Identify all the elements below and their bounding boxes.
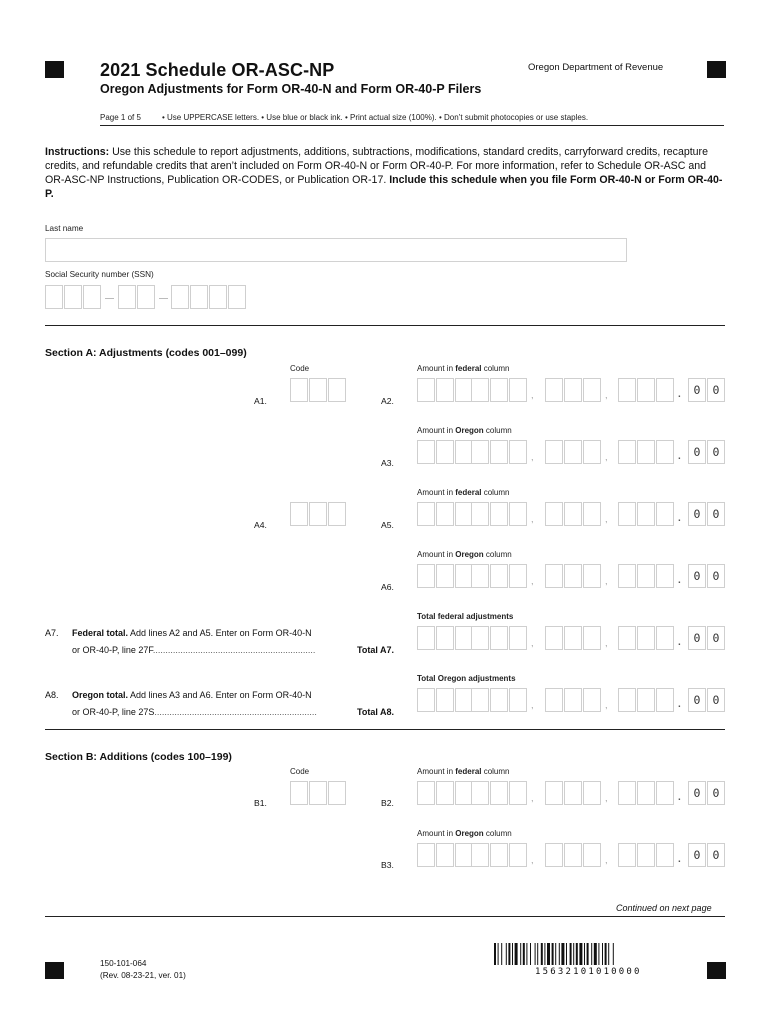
form-title: 2021 Schedule OR-ASC-NP (100, 60, 335, 80)
line-label-b2: B2. (381, 798, 394, 808)
amount-digit-box[interactable] (471, 688, 489, 712)
amount-digit-box[interactable] (583, 440, 601, 464)
amount-digit-box[interactable] (545, 688, 563, 712)
amount-digit-box[interactable] (583, 781, 601, 805)
amount-digit-box[interactable] (545, 843, 563, 867)
amount-digit-box[interactable] (545, 564, 563, 588)
amount-digit-box[interactable] (545, 781, 563, 805)
instructions-lead: Instructions: (45, 146, 110, 158)
cents-digit-box: 0 (688, 440, 706, 464)
instructions-body: Use this schedule to report adjustments, additions, subtractions, modifications, standard credits, carryforward credits, recapture credits, and refundable credits that aren’t included on Form OR-40-N or Form OR-40-P. For more information, refer to Schedule OR-ASC and OR-ASC-NP Instructions, Publication OR-CODES, or Publication OR-17. (45, 146, 708, 186)
ssn-digit-box[interactable] (209, 285, 227, 309)
ssn-label: Social Security number (SSN) (45, 270, 154, 279)
amount-digit-box[interactable] (417, 564, 435, 588)
a8-description: Oregon total. Add lines A3 and A6. Enter on Form OR-40-N or OR-40-P, line 27S................................................................. (72, 690, 317, 717)
amount-digit-box[interactable] (618, 378, 636, 402)
code-digit-box[interactable] (290, 502, 308, 526)
thousands-separator: , (605, 390, 608, 400)
total-federal-label: Total federal adjustments (417, 612, 514, 621)
code-digit-box[interactable] (309, 502, 327, 526)
amount-digit-box[interactable] (436, 502, 454, 526)
amount-digit-box[interactable] (509, 781, 527, 805)
code-column-label: Code (290, 767, 310, 776)
federal-column-label: Amount in federal column (417, 364, 510, 373)
a7-total-label: Total A7. (355, 642, 394, 659)
amount-digit-box[interactable] (564, 688, 582, 712)
amount-digit-box[interactable] (545, 378, 563, 402)
amount-digit-box[interactable] (564, 440, 582, 464)
ssn-digit-box[interactable] (45, 285, 63, 309)
amount-digit-box[interactable] (656, 843, 674, 867)
ssn-separator (105, 298, 114, 299)
amount-digit-box[interactable] (490, 626, 508, 650)
amount-digit-box[interactable] (618, 440, 636, 464)
amount-digit-box[interactable] (436, 626, 454, 650)
amount-digit-box[interactable] (618, 564, 636, 588)
cents-digit-box: 0 (707, 440, 725, 464)
amount-digit-box[interactable] (637, 688, 655, 712)
amount-digit-box[interactable] (417, 626, 435, 650)
amount-digit-box[interactable] (564, 564, 582, 588)
footer-rule (45, 916, 725, 917)
last-name-label: Last name (45, 224, 84, 233)
amount-digit-box[interactable] (471, 626, 489, 650)
cents-digit-box: 0 (688, 564, 706, 588)
amount-digit-box[interactable] (545, 502, 563, 526)
cents-digit-box: 0 (688, 781, 706, 805)
page-number: Page 1 of 5 (100, 113, 141, 122)
thousands-separator: , (605, 452, 608, 462)
line-label-b3: B3. (381, 860, 394, 870)
thousands-separator: , (605, 855, 608, 865)
amount-digit-box[interactable] (656, 502, 674, 526)
amount-digit-box[interactable] (436, 440, 454, 464)
amount-digit-box[interactable] (545, 440, 563, 464)
form-number: 150-101-064 (100, 959, 147, 968)
decimal-point: . (678, 699, 681, 710)
amount-digit-box[interactable] (509, 440, 527, 464)
a8-total-label: Total A8. (355, 704, 394, 721)
amount-digit-box[interactable] (656, 564, 674, 588)
registration-mark-bottom-left (45, 962, 64, 979)
section-b-heading: Section B: Additions (codes 100–199) (45, 751, 232, 763)
decimal-point: . (678, 513, 681, 524)
ssn-digit-box[interactable] (171, 285, 189, 309)
line-label-a7: A7. (45, 628, 59, 638)
form-revision: (Rev. 08-23-21, ver. 01) (100, 971, 186, 980)
amount-digit-box[interactable] (545, 626, 563, 650)
ssn-digit-box[interactable] (64, 285, 82, 309)
amount-digit-box[interactable] (417, 378, 435, 402)
amount-digit-box[interactable] (637, 564, 655, 588)
thousands-separator: , (531, 700, 534, 710)
amount-digit-box[interactable] (471, 781, 489, 805)
divider-after-section-a (45, 729, 725, 730)
cents-digit-box: 0 (688, 843, 706, 867)
cents-digit-box: 0 (688, 502, 706, 526)
amount-digit-box[interactable] (656, 626, 674, 650)
amount-digit-box[interactable] (637, 440, 655, 464)
thousands-separator: , (531, 638, 534, 648)
decimal-point: . (678, 389, 681, 400)
ssn-digit-box[interactable] (190, 285, 208, 309)
cents-digit-box: 0 (688, 378, 706, 402)
thousands-separator: , (531, 855, 534, 865)
thousands-separator: , (605, 514, 608, 524)
amount-digit-box[interactable] (509, 378, 527, 402)
thousands-separator: , (605, 793, 608, 803)
line-label-a5: A5. (381, 520, 394, 530)
amount-digit-box[interactable] (471, 564, 489, 588)
code-digit-box[interactable] (309, 781, 327, 805)
amount-digit-box[interactable] (490, 502, 508, 526)
amount-digit-box[interactable] (656, 688, 674, 712)
line-label-a4: A4. (254, 520, 267, 530)
amount-digit-box[interactable] (618, 781, 636, 805)
thousands-separator: , (531, 390, 534, 400)
thousands-separator: , (531, 514, 534, 524)
last-name-input[interactable] (45, 238, 627, 262)
amount-digit-box[interactable] (564, 502, 582, 526)
amount-digit-box[interactable] (417, 502, 435, 526)
amount-digit-box[interactable] (509, 502, 527, 526)
oregon-column-label: Amount in Oregon column (417, 426, 512, 435)
code-digit-box[interactable] (309, 378, 327, 402)
amount-digit-box[interactable] (583, 626, 601, 650)
amount-digit-box[interactable] (490, 440, 508, 464)
instructions-text (45, 145, 725, 201)
ssn-digit-box[interactable] (118, 285, 136, 309)
amount-digit-box[interactable] (564, 781, 582, 805)
amount-digit-box[interactable] (583, 564, 601, 588)
ssn-digit-box[interactable] (137, 285, 155, 309)
cents-digit-box: 0 (688, 688, 706, 712)
amount-digit-box[interactable] (637, 502, 655, 526)
code-column-label: Code (290, 364, 310, 373)
line-label-b1: B1. (254, 798, 267, 808)
thousands-separator: , (605, 638, 608, 648)
ssn-separator (159, 298, 168, 299)
thousands-separator: , (531, 452, 534, 462)
amount-digit-box[interactable] (564, 843, 582, 867)
amount-digit-box[interactable] (471, 378, 489, 402)
total-oregon-label: Total Oregon adjustments (417, 674, 516, 683)
amount-digit-box[interactable] (637, 843, 655, 867)
amount-digit-box[interactable] (436, 688, 454, 712)
form-subtitle: Oregon Adjustments for Form OR-40-N and Form OR-40-P Filers (100, 82, 482, 96)
registration-mark-bottom-right (707, 962, 726, 979)
federal-column-label: Amount in federal column (417, 767, 510, 776)
thousands-separator: , (605, 576, 608, 586)
filing-notes: • Use UPPERCASE letters. • Use blue or black ink. • Print actual size (100%). • Don’t submit photocopies or use staples. (162, 113, 589, 122)
cents-digit-box: 0 (707, 781, 725, 805)
amount-digit-box[interactable] (656, 781, 674, 805)
amount-digit-box[interactable] (618, 626, 636, 650)
cents-digit-box: 0 (707, 564, 725, 588)
code-digit-box[interactable] (290, 781, 308, 805)
amount-digit-box[interactable] (509, 626, 527, 650)
amount-digit-box[interactable] (471, 843, 489, 867)
amount-digit-box[interactable] (417, 688, 435, 712)
amount-digit-box[interactable] (618, 688, 636, 712)
line-label-a2: A2. (381, 396, 394, 406)
code-digit-box[interactable] (328, 502, 346, 526)
amount-digit-box[interactable] (583, 378, 601, 402)
code-digit-box[interactable] (328, 378, 346, 402)
instructions-emphasis: Include this schedule when you file Form OR-40-N or Form OR-40-P. (45, 174, 723, 200)
line-label-a3: A3. (381, 458, 394, 468)
registration-mark-top-right (707, 61, 726, 78)
decimal-point: . (678, 575, 681, 586)
continued-note: Continued on next page (616, 903, 712, 913)
oregon-column-label: Amount in Oregon column (417, 829, 512, 838)
amount-digit-box[interactable] (490, 688, 508, 712)
decimal-point: . (678, 854, 681, 865)
amount-digit-box[interactable] (637, 781, 655, 805)
amount-digit-box[interactable] (564, 626, 582, 650)
department-name: Oregon Department of Revenue (528, 62, 664, 73)
oregon-column-label: Amount in Oregon column (417, 550, 512, 559)
line-label-a1: A1. (254, 396, 267, 406)
amount-digit-box[interactable] (637, 626, 655, 650)
amount-digit-box[interactable] (417, 843, 435, 867)
amount-digit-box[interactable] (436, 564, 454, 588)
code-digit-box[interactable] (328, 781, 346, 805)
decimal-point: . (678, 637, 681, 648)
amount-digit-box[interactable] (509, 843, 527, 867)
a7-description: Federal total. Add lines A2 and A5. Enter on Form OR-40-N or OR-40-P, line 27F................................................................. (72, 628, 316, 655)
amount-digit-box[interactable] (618, 502, 636, 526)
cents-digit-box: 0 (707, 626, 725, 650)
amount-digit-box[interactable] (471, 502, 489, 526)
section-a-heading: Section A: Adjustments (codes 001–099) (45, 347, 247, 359)
thousands-separator: , (531, 793, 534, 803)
thousands-separator: , (605, 700, 608, 710)
amount-digit-box[interactable] (471, 440, 489, 464)
amount-digit-box[interactable] (564, 378, 582, 402)
registration-mark-top-left (45, 61, 64, 78)
ssn-digit-box[interactable] (83, 285, 101, 309)
cents-digit-box: 0 (707, 843, 725, 867)
cents-digit-box: 0 (707, 378, 725, 402)
thousands-separator: , (531, 576, 534, 586)
amount-digit-box[interactable] (656, 440, 674, 464)
barcode (494, 943, 670, 967)
divider-after-ssn (45, 325, 725, 326)
amount-digit-box[interactable] (583, 502, 601, 526)
amount-digit-box[interactable] (490, 843, 508, 867)
header-rule (100, 125, 724, 126)
amount-digit-box[interactable] (417, 440, 435, 464)
line-label-a8: A8. (45, 690, 59, 700)
amount-digit-box[interactable] (656, 378, 674, 402)
amount-digit-box[interactable] (436, 378, 454, 402)
cents-digit-box: 0 (688, 626, 706, 650)
amount-digit-box[interactable] (637, 378, 655, 402)
amount-digit-box[interactable] (490, 378, 508, 402)
amount-digit-box[interactable] (618, 843, 636, 867)
amount-digit-box[interactable] (583, 843, 601, 867)
decimal-point: . (678, 792, 681, 803)
code-digit-box[interactable] (290, 378, 308, 402)
amount-digit-box[interactable] (490, 781, 508, 805)
ssn-digit-box[interactable] (228, 285, 246, 309)
barcode-number: 15632101010000 (535, 967, 642, 977)
federal-column-label: Amount in federal column (417, 488, 510, 497)
cents-digit-box: 0 (707, 502, 725, 526)
line-label-a6: A6. (381, 582, 394, 592)
amount-digit-box[interactable] (583, 688, 601, 712)
amount-digit-box[interactable] (509, 564, 527, 588)
cents-digit-box: 0 (707, 688, 725, 712)
amount-digit-box[interactable] (436, 843, 454, 867)
amount-digit-box[interactable] (509, 688, 527, 712)
amount-digit-box[interactable] (417, 781, 435, 805)
amount-digit-box[interactable] (490, 564, 508, 588)
decimal-point: . (678, 451, 681, 462)
amount-digit-box[interactable] (436, 781, 454, 805)
